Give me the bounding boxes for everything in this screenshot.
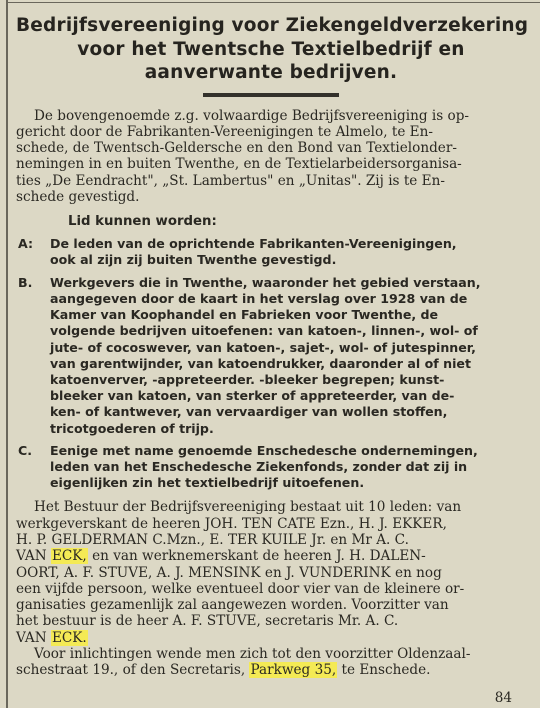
highlight-eck: ECK, bbox=[51, 548, 87, 565]
member-item-c bbox=[16, 443, 526, 492]
title-line-2: voor het Twentsche Textielbedrijf en bbox=[77, 38, 465, 60]
item-marker: A: bbox=[18, 236, 34, 252]
intro-line: nemingen in en buiten Twenthe, en de Textielarbeidersorganisa- bbox=[16, 156, 462, 173]
item-line: tricotgoederen of trijp. bbox=[50, 420, 214, 436]
board-line: werkgeverskant de heeren JOH. TEN CATE Ezn., H. J. EKKER, bbox=[16, 515, 447, 532]
item-line: Kamer van Koophandel en Fabrieken voor Twenthe, de bbox=[50, 307, 439, 323]
item-marker: B. bbox=[18, 274, 33, 290]
page-number: 84 bbox=[494, 690, 512, 706]
item-line: katoenverver, -appreteerder. -bleeker begrepen; kunst- bbox=[50, 371, 445, 387]
board-line bbox=[16, 548, 526, 564]
board-paragraph bbox=[16, 499, 526, 646]
contact-text: te Enschede. bbox=[337, 662, 431, 679]
item-line: ken- of kantwever, van vervaardiger van wollen stoffen, bbox=[50, 404, 448, 420]
intro-paragraph bbox=[16, 108, 526, 206]
item-line: volgende bedrijven uitoefenen: van katoen-, linnen-, wol- of bbox=[50, 323, 478, 339]
intro-line: ties „De Eendracht", „St. Lambertus" en „Unitas". Zij is te En- bbox=[16, 172, 445, 189]
member-item-b bbox=[16, 275, 526, 437]
board-line: een vijfde persoon, welke eventueel door vier van de kleinere or- bbox=[16, 580, 465, 597]
item-line: leden van het Enschedesche Ziekenfonds, zonder dat zij in bbox=[50, 458, 468, 474]
contact-line: Voor inlichtingen wende men zich tot den voorzitter Oldenzaal- bbox=[34, 646, 471, 662]
members-heading: Lid kunnen worden: bbox=[68, 214, 217, 230]
member-item-a bbox=[16, 236, 526, 268]
board-line bbox=[16, 630, 526, 646]
item-line: bleeker van katoen, van sterker of appreteerder, van de- bbox=[50, 388, 455, 404]
item-marker: C. bbox=[18, 442, 33, 458]
item-line: jute- of cocoswever, van katoen-, sajet-, wol- of jutespinner, bbox=[50, 339, 476, 355]
item-line: aangegeven door de kaart in het verslag over 1928 van de bbox=[50, 290, 468, 306]
article-title bbox=[16, 14, 529, 85]
board-line: H. P. GELDERMAN C.Mzn., E. TER KUILE Jr. en Mr A. C. bbox=[16, 531, 409, 548]
intro-line: gericht door de Fabrikanten-Vereenigingen te Almelo, te En- bbox=[16, 123, 433, 140]
highlight-address: Parkweg 35, bbox=[250, 662, 337, 679]
board-line: het bestuur is de heer A. F. STUVE, secretaris Mr. A. C. bbox=[16, 613, 399, 630]
item-line: ook al zijn zij buiten Twenthe gevestigd. bbox=[50, 252, 337, 268]
contact-text: schestraat 19., of den Secretaris, bbox=[16, 662, 250, 679]
top-rule bbox=[6, 2, 540, 3]
title-divider bbox=[203, 93, 339, 97]
item-line: Werkgevers die in Twenthe, waaronder het gebied verstaan, bbox=[50, 274, 481, 290]
column-rule bbox=[6, 0, 8, 708]
board-text: en van werknemerskant de heeren J. H. DALEN- bbox=[87, 548, 426, 565]
item-line: De leden van de oprichtende Fabrikanten-Vereenigingen, bbox=[50, 236, 457, 252]
board-line: Het Bestuur der Bedrijfsvereeniging bestaat uit 10 leden: van bbox=[34, 499, 462, 516]
intro-line: schede, de Twentsch-Geldersche en den Bond van Textielonder- bbox=[16, 140, 457, 157]
title-line-3: aanverwante bedrijven. bbox=[144, 62, 398, 83]
item-line: van garentwijnder, van katoendrukker, daaronder al of niet bbox=[50, 355, 471, 371]
item-line: Eenige met name genoemde Enschedesche ondernemingen, bbox=[50, 442, 478, 458]
contact-paragraph bbox=[16, 646, 526, 679]
contact-line bbox=[16, 662, 526, 678]
board-line: ganisaties gezamenlijk zal aangewezen worden. Voorzitter van bbox=[16, 597, 449, 614]
intro-line: De bovengenoemde z.g. volwaardige Bedrijfsvereeniging is op- bbox=[34, 107, 469, 124]
intro-line: schede gevestigd. bbox=[16, 188, 140, 205]
board-text: VAN bbox=[16, 548, 51, 565]
board-line: OORT, A. F. STUVE, A. J. MENSINK en J. VUNDERINK en nog bbox=[16, 564, 442, 581]
highlight-eck: ECK. bbox=[51, 629, 87, 646]
item-line: eigenlijken zin het textielbedrijf uitoefenen. bbox=[50, 475, 365, 491]
board-text: VAN bbox=[16, 629, 51, 646]
title-line-1: Bedrijfsvereeniging voor Ziekengeldverzekering bbox=[16, 15, 529, 36]
